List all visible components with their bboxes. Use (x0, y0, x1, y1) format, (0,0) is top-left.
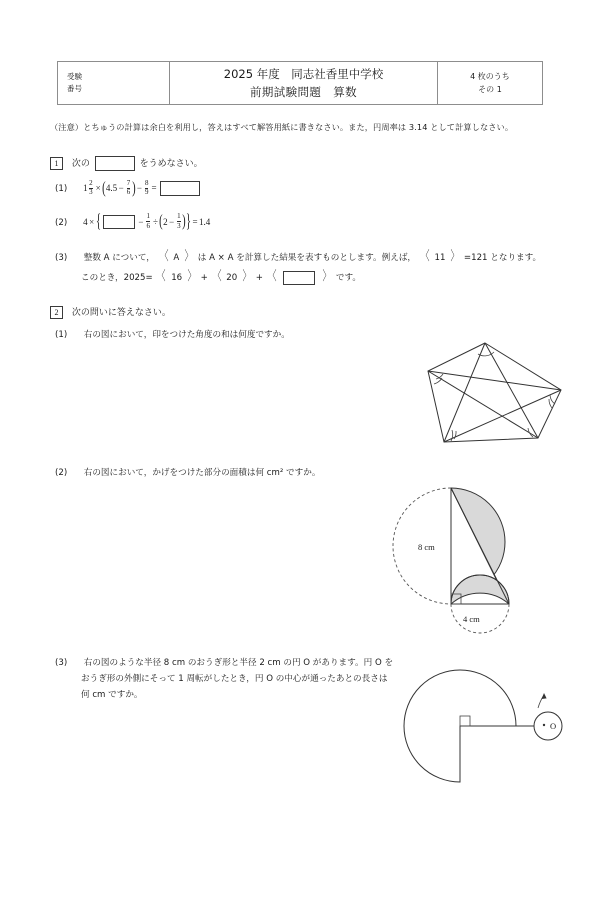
problem-1-3-equation-start: このとき，2025= (81, 273, 153, 283)
problem-2-number: 2 (50, 306, 63, 319)
problem-2-3-line2 (81, 672, 387, 684)
problem-2-3-text-line1: 右の図のような半径 8 cm のおうぎ形と半径 2 cm の円 O があります。円 O を (83, 658, 394, 668)
plus-operator-2: + (255, 273, 263, 283)
problem-2-prompt: 次の問いに答えなさい。 (71, 308, 171, 318)
exam-title-cell (170, 62, 438, 104)
problem-2-3-text-line3: 何 cm ですか。 (81, 690, 143, 700)
fraction-denominator: 6 (126, 188, 131, 197)
minus-operator-1: − (138, 216, 144, 227)
angle-bracket-right: 〉 (322, 269, 331, 284)
minus-operator-1: − (118, 183, 124, 194)
angle-bracket-right: 〉 (184, 249, 193, 264)
divide-operator: ÷ (152, 216, 158, 227)
problem-1-3-variable: A (173, 253, 180, 263)
fraction-1-3 (177, 213, 181, 230)
problem-1-3-text-a: 整数 A について， (83, 253, 155, 263)
problem-2-heading (50, 305, 171, 319)
fraction-2-3 (89, 180, 93, 197)
right-hand-side: 1.4 (199, 216, 211, 227)
problem-1-1-label: (1) (55, 184, 68, 195)
exam-header-table (57, 61, 543, 105)
equals-sign: = (192, 216, 198, 227)
plus-operator-1: + (200, 273, 208, 283)
answer-box-1-1[interactable] (160, 181, 200, 196)
right-paren: ) (182, 211, 186, 231)
fraction-8-9 (145, 180, 149, 197)
circle-center-dot (543, 724, 545, 726)
right-brace: } (185, 211, 191, 232)
mixed-whole: 1 (83, 183, 88, 194)
fraction-denominator: 3 (89, 188, 93, 197)
figure-pentagon-star (418, 338, 568, 453)
problem-1-3-value-16: 16 (171, 273, 183, 283)
page-count-line2: その 1 (478, 85, 502, 94)
problem-1-2-expression (83, 213, 210, 230)
fraction-1-6 (146, 213, 150, 230)
problem-2-2-label: (2) (55, 468, 68, 478)
angle-bracket-left: 〈 (421, 249, 430, 264)
fraction-numerator: 8 (144, 179, 149, 187)
left-paren: ( (102, 178, 106, 198)
left-paren: ( (159, 211, 163, 231)
problem-1-3-example: 11 (434, 253, 446, 263)
coefficient: 4 (83, 216, 88, 227)
problem-1-3-line2 (81, 270, 361, 285)
instructions-note: （注意）とちゅうの計算は余白を利用し，答えはすべて解答用紙に書きなさい。また，円周率は 3.14 として計算しなさい。 (50, 122, 514, 132)
page-count-cell (438, 62, 542, 104)
problem-1-3-equation-end: です。 (335, 273, 361, 283)
examinee-number-line1: 受験 (67, 72, 82, 82)
angle-bracket-left: 〈 (160, 249, 169, 264)
minus-operator-2: − (136, 183, 142, 194)
figure-label-4cm: 4 cm (463, 614, 480, 624)
fraction-denominator: 6 (146, 221, 150, 230)
answer-box-1-3[interactable] (283, 271, 315, 285)
fraction-numerator: 7 (126, 179, 131, 187)
figure-label-8cm: 8 cm (418, 542, 435, 552)
angle-bracket-right: 〉 (187, 269, 196, 284)
answer-box-1-0[interactable] (95, 156, 135, 171)
page-count-line1: 4 枚のうち (470, 71, 510, 81)
problem-1-1 (55, 180, 202, 197)
problem-1-3-value-20: 20 (226, 273, 238, 283)
problem-2-1 (55, 328, 290, 340)
problem-1-3-line1 (55, 250, 541, 263)
problem-1-3-text-c: =121 となります。 (463, 253, 542, 263)
inner-whole: 2 (163, 216, 168, 227)
problem-1-1-expression (83, 180, 202, 197)
problem-1-prompt-after: をうめなさい。 (139, 159, 203, 169)
problem-1-heading (50, 156, 203, 171)
exam-title-line2: 前期試験問題 算数 (249, 85, 358, 99)
times-operator: × (89, 216, 95, 227)
times-operator: × (95, 183, 101, 194)
right-paren: ) (131, 178, 136, 198)
problem-1-number: 1 (50, 157, 63, 170)
problem-1-3-text-b: は A × A を計算した結果を表すものとします。例えば， (197, 253, 417, 263)
problem-1-prompt-before: 次の (71, 159, 90, 169)
problem-2-3-line3 (81, 688, 143, 700)
equals-sign: = (151, 183, 157, 194)
examinee-number-cell (58, 62, 170, 104)
fraction-numerator: 1 (177, 212, 181, 221)
problem-2-3-line1 (55, 656, 393, 668)
fraction-denominator: 9 (144, 188, 149, 197)
problem-2-3-label: (3) (55, 658, 68, 668)
fraction-numerator: 2 (89, 179, 93, 187)
angle-bracket-left: 〈 (158, 269, 166, 284)
left-brace: { (95, 211, 101, 232)
decimal-value: 4.5 (105, 183, 118, 194)
fraction-denominator: 3 (177, 221, 181, 230)
problem-1-2 (55, 213, 210, 230)
answer-box-1-2[interactable] (103, 215, 135, 229)
angle-bracket-left: 〈 (268, 269, 277, 284)
problem-2-3-text-line2: おうぎ形の外側にそって 1 周転がしたとき，円 O の中心が通ったあとの長さは (81, 674, 388, 684)
figure-label-O: O (550, 721, 557, 731)
figure-semicircles-shaded (418, 476, 568, 631)
problem-2-1-label: (1) (55, 330, 68, 340)
problem-2-2 (55, 466, 320, 478)
angle-bracket-right: 〉 (242, 269, 251, 284)
angle-bracket-right: 〉 (450, 249, 459, 264)
minus-operator-2: − (169, 216, 175, 227)
figure-sector-with-circle (398, 668, 573, 798)
problem-1-3-label: (3) (55, 253, 68, 263)
problem-2-2-text: 右の図において，かげをつけた部分の面積は何 cm² ですか。 (83, 468, 321, 478)
examinee-number-line2: 番号 (67, 84, 82, 93)
problem-2-1-text: 右の図において，印をつけた角度の和は何度ですか。 (83, 330, 290, 340)
angle-bracket-left: 〈 (213, 269, 221, 284)
exam-title-line1: 2025 年度 同志社香里中学校 (223, 66, 384, 81)
problem-1-2-label: (2) (55, 217, 68, 228)
fraction-numerator: 1 (146, 212, 150, 221)
fraction-7-6 (127, 180, 131, 197)
